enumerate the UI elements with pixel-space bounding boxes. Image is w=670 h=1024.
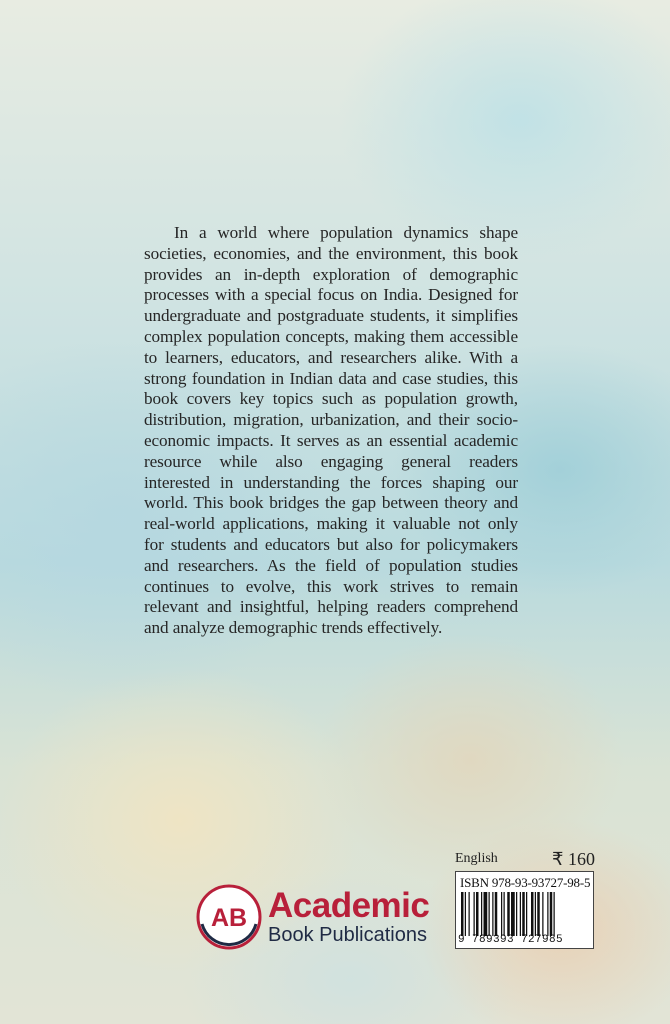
barcode-bar — [550, 892, 553, 936]
publisher-name-line2: Book Publications — [268, 924, 427, 946]
barcode-bar — [504, 892, 505, 936]
barcode-bar — [516, 892, 517, 936]
barcode-bar — [469, 892, 470, 936]
barcode-bar — [507, 892, 510, 936]
language-label: English — [455, 851, 498, 866]
publisher-logo-mark-icon — [196, 884, 262, 950]
barcode-bar — [520, 892, 521, 936]
barcode-bar — [547, 892, 548, 936]
barcode-bar — [481, 892, 482, 936]
isbn-barcode-box — [455, 871, 594, 949]
barcode-bar — [531, 892, 534, 936]
barcode-digits: 9 789393 727985 — [458, 934, 564, 946]
barcode-bar — [542, 892, 543, 936]
publisher-logo — [196, 882, 429, 952]
barcode-bar — [554, 892, 555, 936]
barcode-bar — [526, 892, 527, 936]
price-row — [455, 850, 595, 872]
barcode-bar — [474, 892, 475, 936]
barcode-bar — [461, 892, 464, 936]
logo-monogram: AB — [210, 904, 248, 932]
isbn-label: ISBN 978-93-93727-98-5 — [460, 875, 591, 890]
barcode-bar — [535, 892, 536, 936]
barcode-bar — [537, 892, 540, 936]
back-cover-blurb: In a world where population dynamics shape societies, economies, and the environment, this book provides an in-depth exploration of demographic processes with a special focus on India. Designed for undergraduate and postgraduate students, it simplifies complex population concepts, making them accessible to learners, educators, and researchers alike. With a strong foundation in Indian data and case studies, this book covers key topics such as population growth, distribution, migration, urbanization, and their socio-economic impacts. It serves as an essential academic resource while also engaging general readers interested in understanding the forces shaping our world. This book bridges the gap between theory and real-world applications, making it valuable not only for students and educators but also for policymakers and researchers. As the field of population studies continues to evolve, this work strives to remain relevant and insightful, helping readers comprehend and analyze demographic trends effectively. — [144, 223, 518, 638]
barcode-bar — [492, 892, 493, 936]
barcode-bar — [484, 892, 488, 936]
barcode-bar — [476, 892, 479, 936]
barcode-bar — [511, 892, 515, 936]
barcode-bar — [465, 892, 466, 936]
barcode-bar — [495, 892, 498, 936]
publisher-name-line1: Academic — [268, 886, 430, 925]
publisher-wordmark — [268, 888, 429, 946]
price-label: ₹ 160 — [552, 849, 595, 869]
barcode-bar — [522, 892, 525, 936]
barcode-bar — [501, 892, 502, 936]
barcode — [460, 892, 590, 936]
barcode-bar — [489, 892, 490, 936]
